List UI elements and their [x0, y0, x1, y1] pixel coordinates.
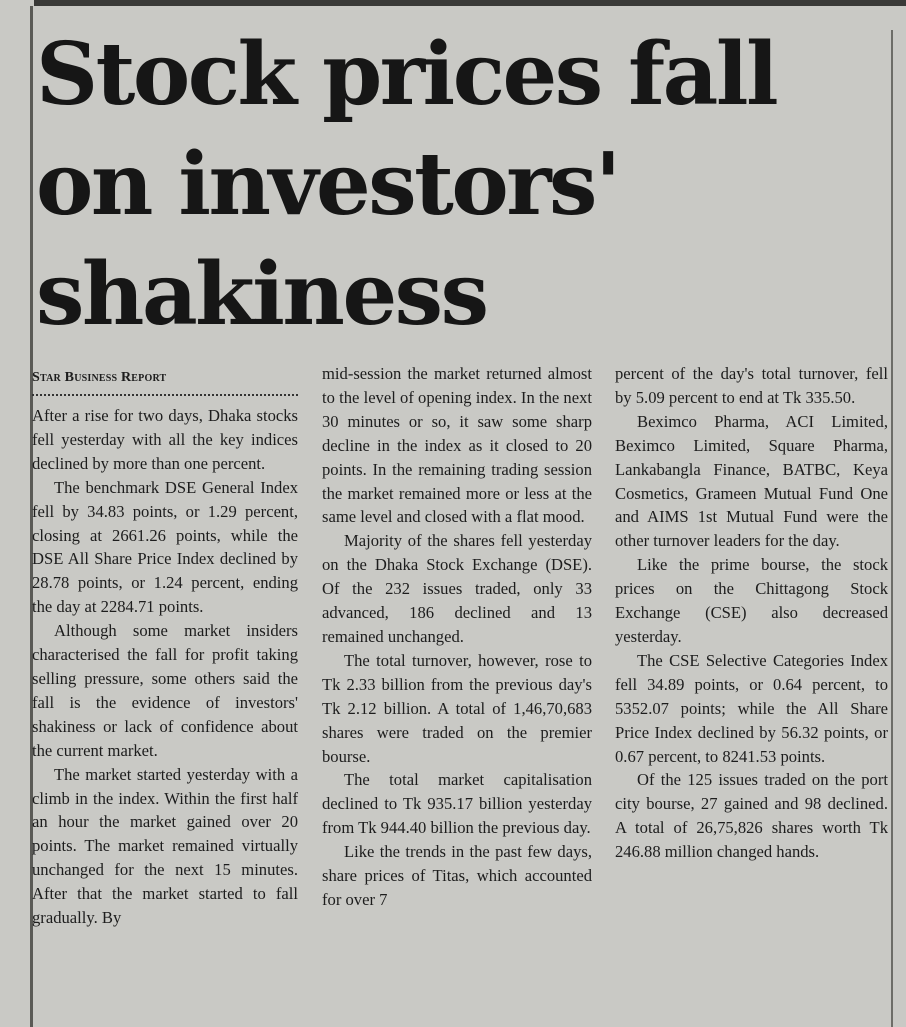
- paragraph-10: Like the prime bourse, the stock prices on the Chittagong Stock Exchange (CSE) also decreased yesterday.: [615, 555, 888, 646]
- paragraph-12: Of the 125 issues traded on the port city bourse, 27 gained and 98 declined. A total of 26,75,826 shares worth Tk 246.88 million changed hands.: [615, 770, 888, 862]
- paragraph-8-part-2: percent of the day's total turnover, fell by 5.09 percent to end at Tk 335.50.: [615, 364, 888, 407]
- paragraph-9: Beximco Pharma, ACI Limited, Beximco Limited, Square Pharma, Lankabangla Finance, BATBC, Keya Cosmetics, Grameen Mutual Fund One and AIMS 1st Mutual Fund were the other turnover leaders for the day.: [615, 411, 888, 551]
- column-2: [322, 362, 592, 912]
- paragraph-4-part-2: mid-session the market returned almost to the level of opening index. In the next 30 minutes or so, it saw some sharp decline in the index as it closed to 20 points. In the remaining trading session the market remained more or less at the same level and closed with a flat mood.: [322, 364, 592, 527]
- paragraph-3: Although some market insiders characterised the fall for profit taking selling pressure, some others said the fall is the evidence of investors' shakiness or lack of confidence about the current market.: [32, 621, 298, 760]
- top-rule: [34, 0, 906, 6]
- paragraph-5: Majority of the shares fell yesterday on the Dhaka Stock Exchange (DSE). Of the 232 issues traded, only 33 advanced, 186 declined and 13 remained unchanged.: [322, 531, 592, 646]
- paragraph-2: The benchmark DSE General Index fell by 34.83 points, or 1.29 percent, closing at 2661.26 points, while the DSE All Share Price Index declined by 28.78 points, or 1.24 percent, ending the day at 2284.71 points.: [32, 477, 298, 617]
- paragraph-4-part-1: The market started yesterday with a climb in the index. Within the first half an hour the market gained over 20 points. The market remained virtually unchanged for the next 15 minutes. After that the market started to fall gradually. By: [32, 764, 298, 928]
- byline: Star Business Report: [32, 370, 298, 396]
- paragraph-8-part-1: Like the trends in the past few days, share prices of Titas, which accounted for over 7: [322, 842, 592, 909]
- paragraph-6: The total turnover, however, rose to Tk 2.33 billion from the previous day's Tk 2.12 billion. A total of 1,46,70,683 shares were traded on the premier bourse.: [322, 650, 592, 766]
- paragraph-7: The total market capitalisation declined to Tk 935.17 billion yesterday from Tk 944.40 billion the previous day.: [322, 770, 592, 838]
- paragraph-1: After a rise for two days, Dhaka stocks fell yesterday with all the key indices declined by more than one percent.: [32, 406, 298, 473]
- column-3: [615, 362, 888, 864]
- right-column-rule: [891, 30, 893, 1027]
- headline: Stock prices fall on investors' shakiness: [36, 24, 777, 345]
- paragraph-11: The CSE Selective Categories Index fell 34.89 points, or 0.64 percent, to 5352.07 points; while the All Share Price Index declined by 56.32 points, or 0.67 percent, to 8241.53 points.: [615, 650, 888, 766]
- column-1: [32, 370, 298, 930]
